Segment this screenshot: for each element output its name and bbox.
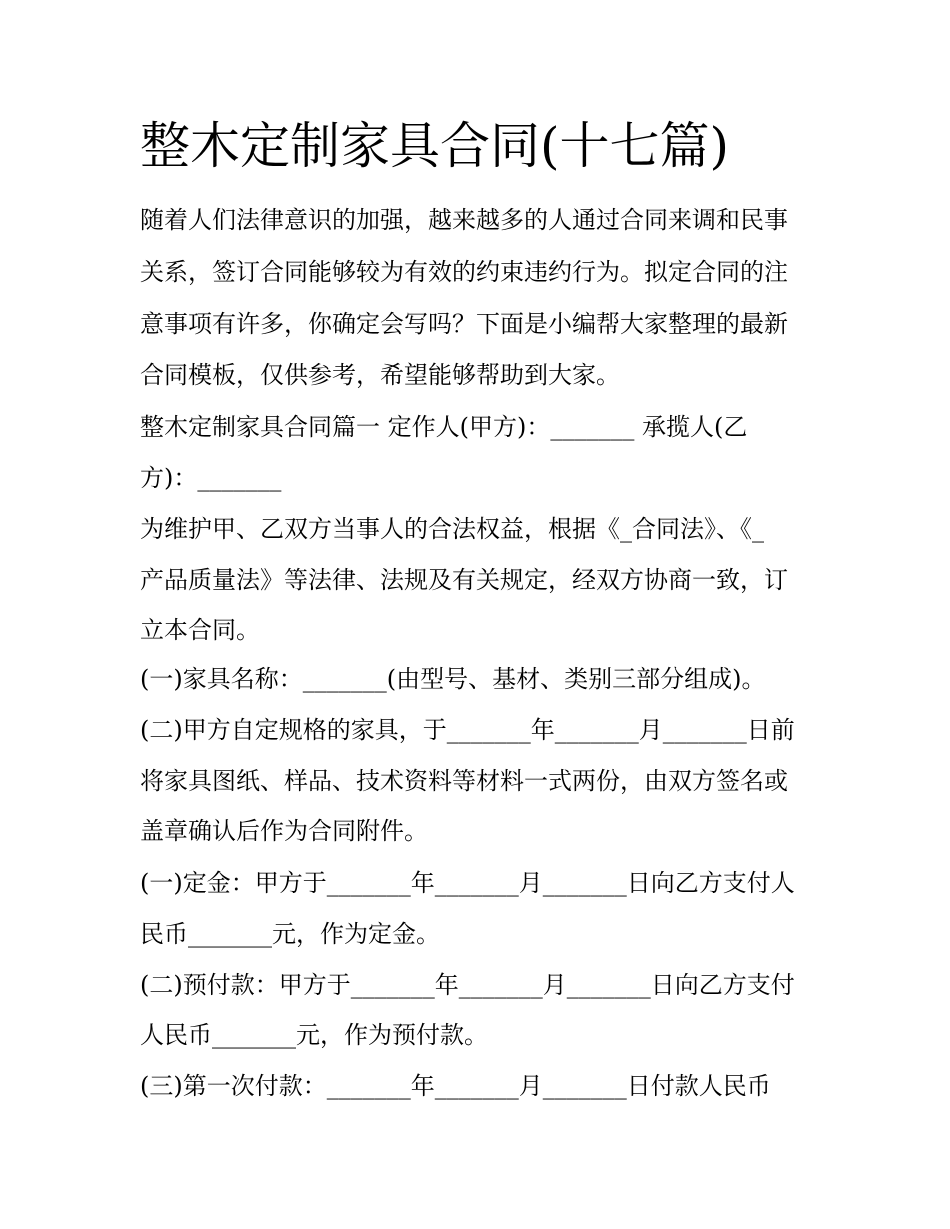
paragraph-line: 人民币_______元，作为预付款。: [140, 1021, 488, 1049]
paragraph-line: 为维护甲、乙双方当事人的合法权益，根据《_合同法》、《_: [140, 515, 764, 543]
paragraph-line: (一)定金：甲方于_______年_______月_______日向乙方支付人: [140, 869, 795, 897]
paragraph-line: 方)：_______: [140, 464, 282, 492]
paragraph-line: (二)甲方自定规格的家具，于_______年_______月_______日前: [140, 716, 795, 744]
paragraph-line: 盖章确认后作为合同附件。: [140, 817, 428, 845]
paragraph-line: 民币_______元，作为定金。: [140, 920, 440, 948]
paragraph-line: (二)预付款：甲方于_______年_______月_______日向乙方支付: [140, 971, 795, 999]
paragraph-line: 意事项有许多，你确定会写吗？下面是小编帮大家整理的最新: [140, 310, 788, 338]
paragraph-line: 整木定制家具合同篇一 定作人(甲方)：_______ 承揽人(乙: [140, 413, 748, 441]
paragraph-line: (三)第一次付款：_______年_______月_______日付款人民币: [140, 1072, 771, 1100]
paragraph-line: 关系，签订合同能够较为有效的约束违约行为。拟定合同的注: [140, 258, 788, 286]
paragraph-line: (一)家具名称：_______(由型号、基材、类别三部分组成)。: [140, 665, 766, 693]
paragraph-line: 随着人们法律意识的加强，越来越多的人通过合同来调和民事: [140, 206, 788, 234]
paragraph-line: 合同模板，仅供参考，希望能够帮助到大家。: [140, 361, 620, 389]
paragraph-line: 将家具图纸、样品、技术资料等材料一式两份，由双方签名或: [140, 767, 788, 795]
paragraph-line: 产品质量法》等法律、法规及有关规定，经双方协商一致，订: [140, 566, 788, 594]
paragraph-line: 立本合同。: [140, 616, 260, 644]
document-title: 整木定制家具合同(十七篇): [140, 117, 730, 175]
